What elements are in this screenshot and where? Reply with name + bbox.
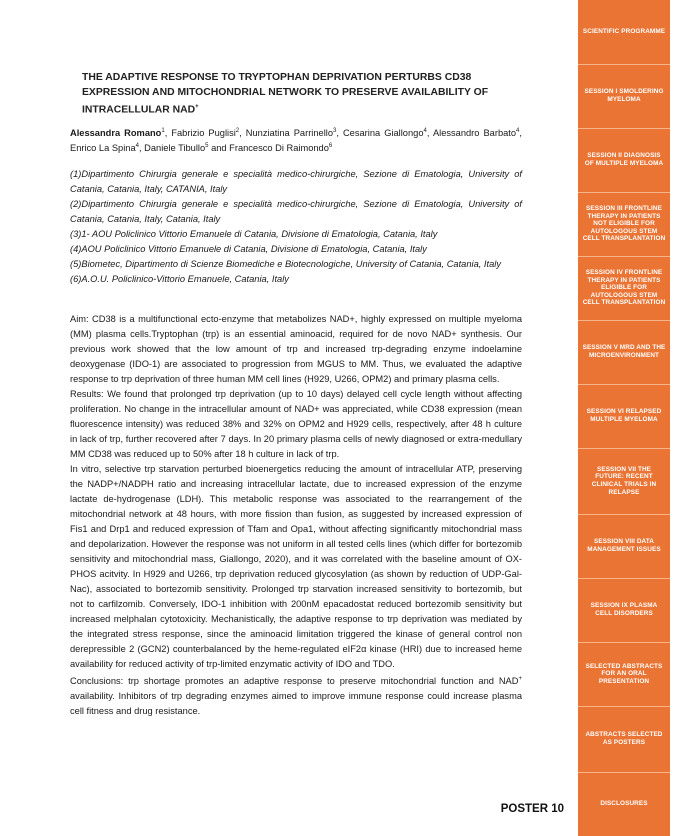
author-name: Alessandro Barbato$^4$: [432, 127, 520, 138]
author-list: Alessandra Romano$^1$, Fabrizio Puglisi$^2$, Nunziatina Parrinello$^3$, Cesarina Giallongo$^4$, Alessandro Barbato$^4$, Enrico La Spina$^4$, Daniele Tibullo$^5$ and Francesco Di Raimondo$^6$: [70, 127, 522, 153]
author-affiliation-number: 6: [328, 142, 333, 149]
sidebar-divider: [578, 192, 670, 193]
abstract-title: THE ADAPTIVE RESPONSE TO TRYPTOPHAN DEPRIVATION PERTURBS CD38 EXPRESSION AND MITOCHONDRIAL NETWORK TO PRESERVE AVAILABILITY OF INTRACELLULAR NAD+: [82, 72, 489, 116]
author-name: Francesco Di Raimondo$^6$: [229, 142, 333, 153]
author-affiliation-number: 1: [161, 127, 165, 134]
sidebar-item-3[interactable]: SESSION II DIAGNOSIS OF MULTIPLE MYELOMA: [584, 152, 664, 167]
abstract-results: Results: We found that prolonged trp deprivation (up to 10 days) delayed cell cycle length without affecting proliferation. No change in the intracellular amount of NAD+ was appreciated, while CD38 expression (mean fluorescence intensity) was reduced 38% and 32% on OPM2 and H929 cells, respectively, after 48 h culture in lack of trp, further recovered after 7 days. In 20 primary plasma cells of newly diagnosed or extra-medullary MM CD38 was reduced up to 50% after 18 h culture in lack of trp.: [70, 389, 522, 459]
sidebar-divider: [578, 642, 670, 643]
abstract-body: [70, 312, 522, 719]
sidebar-divider: [578, 128, 670, 129]
affiliation: (1)Dipartimento Chirurgia generale e specialità medico-chirurgiche, Sezione di Ematologia, University of Catania, Catania, Italy, CATANIA, Italy: [70, 169, 522, 194]
affiliation: (6)A.O.U. Policlinico-Vittorio Emanuele, Catania, Italy: [70, 274, 289, 284]
sidebar-item-6[interactable]: SESSION V MRD AND THE MICROENVIRONMENT: [582, 344, 666, 359]
session-navigation-sidebar: [578, 0, 670, 836]
author-name: Daniele Tibullo$^5$: [144, 142, 209, 153]
author-name: Fabrizio Puglisi$^2$: [171, 127, 240, 138]
author-affiliation-number: 4: [516, 127, 520, 134]
author-name: Nunziatina Parrinello$^3$: [245, 127, 337, 138]
title-superscript: +: [195, 104, 199, 110]
abstract-conclusions: Conclusions: trp shortage promotes an adaptive response to preserve mitochondrial function and NAD+ availability. Inhibitors of trp degrading enzymes aimed to improve immune response could increase plasma cell fitness and drug resistance.: [70, 676, 522, 717]
affiliation: (3)1- AOU Policlinico Vittorio Emanuele di Catania, Divisione di Ematologia, Catania, Italy: [70, 229, 438, 239]
author-name: Enrico La Spina$^4$: [70, 142, 139, 153]
author-affiliation-number: 2: [235, 127, 240, 134]
sidebar-item-11[interactable]: SELECTED ABSTRACTS FOR AN ORAL PRESENTATION: [585, 662, 663, 685]
abstract-aim: Aim: CD38 is a multifunctional ecto-enzyme that metabolizes NAD+, highly expressed on multiple myeloma (MM) plasma cells.Tryptophan (trp) is an essential aminoacid, required for de novo NAD+ synthesis. Our previous work showed that the low amount of trp and increased trp-degrading enzyme indoelamine deoxygenase (IDO-1) are associated to progression from MGUS to MM. Thus, we evaluated the adaptive response to trp deprivation of three human MM cell lines (H929, U266, OPM2) and primary plasma cells.: [70, 314, 522, 384]
sidebar-item-9[interactable]: SESSION VIII DATA MANAGEMENT ISSUES: [587, 538, 661, 553]
abstract-in-vitro: In vitro, selective trp starvation perturbed bioenergetics reducing the amount of intracellular ATP, preserving the NADP+/NADPH ratio and increasing intracellular lactate, due to increased expression of the enzyme lactate de-hydrogenase (LDH). This metabolic response was associated to the rearrangement of the mitochondrial network at 48 hours, with more fission than fusion, as suggested by increased expression of Fis1 and Drp1 and reduced expression of Tfam and Opa1, without affecting significantly mitochondrial mass and depolarization. However the response was not uniform in all tested cells lines (which differ for bortezomib sensitivity and mitochondrial mass, Giallongo, 2020), and it was correlated with the baseline amount of OX-PHOS acitvity. In H929 and U266, trp deprivation reduced glycosylation (as shown by reduction of UDP-Gal-Nac), associated to bortezomib sensitivity. Prolonged trp starvation increased sensitivity to bortezomib, but not to carfilzomib. Conversely, IDO-1 inhibition with 200nM epacadostat reduced bortezomib sensitivity but increased melphalan cytotoxicity. Mechanistically, the adaptive response to trp deprivation was mediated by the integrated stress response, since the aminoacid limitation triggered the kinase of general control non derepressible 2 (GCN2) counterbalanced by the heme-regulated eIF2α kinase (HRI) due to increased heme availability for reduced activity of trp-limited enzymatic activity of IDO and TDO.: [70, 464, 522, 669]
sidebar-item-4[interactable]: SESSION III FRONTLINE THERAPY IN PATIENTS NOT ELIGIBLE FOR AUTOLOGOUS STEM CELL TRANSPLANTATION: [582, 205, 666, 243]
sidebar-divider: [578, 320, 670, 321]
sidebar-divider: [578, 256, 670, 257]
sidebar-item-5[interactable]: SESSION IV FRONTLINE THERAPY IN PATIENTS ELIGIBLE FOR AUTOLOGOUS STEM CELL TRANSPLANTATION: [582, 269, 666, 307]
sidebar-divider: [578, 384, 670, 385]
affiliation: (5)Biometec, Dipartimento di Scienze Biomediche e Biotecnologiche, University of Catania, Catania, Italy: [70, 259, 501, 269]
sidebar-divider: [578, 772, 670, 773]
sidebar-divider: [578, 706, 670, 707]
author-affiliation-number: 4: [423, 127, 427, 134]
sidebar-divider: [578, 578, 670, 579]
sidebar-divider: [578, 514, 670, 515]
author-affiliation-number: 3: [333, 127, 337, 134]
sidebar-item-2[interactable]: SESSION I SMOLDERING MYELOMA: [584, 88, 664, 103]
sidebar-item-10[interactable]: SESSION IX PLASMA CELL DISORDERS: [590, 602, 658, 617]
author-affiliation-number: 5: [205, 142, 209, 149]
affiliation: (4)AOU Policlinico Vittorio Emanuele di Catania, Divisione di Ematologia, Catania, Italy: [70, 244, 427, 254]
sidebar-divider: [578, 448, 670, 449]
author-name: Alessandra Romano$^1$: [70, 127, 165, 138]
sidebar-item-1[interactable]: SCIENTIFIC PROGRAMME: [582, 28, 666, 36]
sidebar-item-8[interactable]: SESSION VII THE FUTURE: RECENT CLINICAL TRIALS IN RELAPSE: [591, 465, 657, 496]
sidebar-item-12[interactable]: ABSTRACTS SELECTED AS POSTERS: [585, 731, 663, 746]
affiliation-list: [70, 167, 522, 287]
sidebar-item-7[interactable]: SESSION VI RELAPSED MULTIPLE MYELOMA: [586, 408, 662, 423]
affiliation: (2)Dipartimento Chirurgia generale e specialità medico-chirurgiche, Sezione di Ematologia, University of Catania, Catania, Italy, Catania, Italy: [70, 199, 522, 224]
sidebar-divider: [578, 64, 670, 65]
author-name: Cesarina Giallongo$^4$: [342, 127, 427, 138]
author-affiliation-number: 4: [135, 142, 139, 149]
sidebar-item-13[interactable]: DISCLOSURES: [600, 800, 648, 808]
poster-number: POSTER 10: [500, 803, 564, 815]
